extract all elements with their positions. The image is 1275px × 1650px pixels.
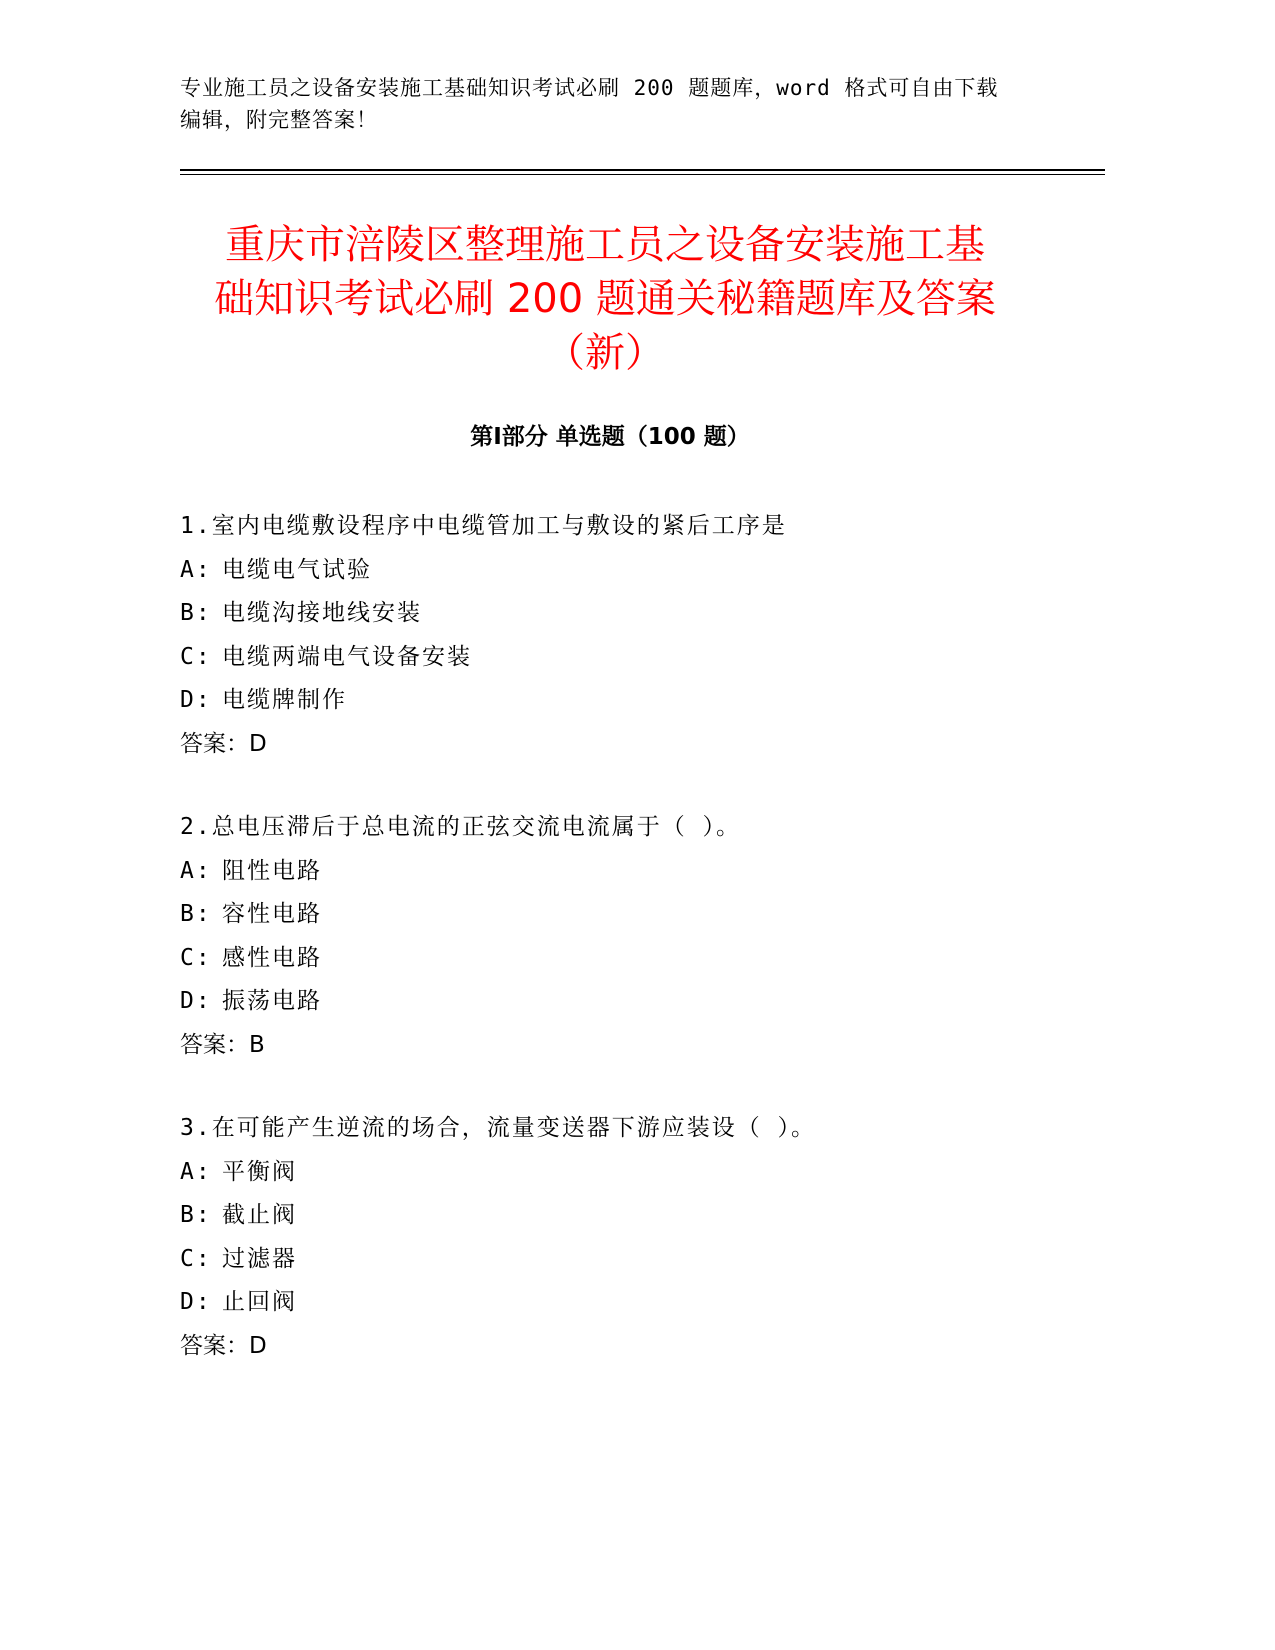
option-a <box>180 850 1080 894</box>
header-note-line-2: 编辑，附完整答案！ <box>180 108 378 132</box>
option-b <box>180 893 1080 937</box>
option-text: 截止阀 <box>222 1202 297 1228</box>
option-b <box>180 592 1080 636</box>
header-note <box>180 72 1090 136</box>
question-list <box>180 505 1080 1408</box>
document-title <box>170 218 1040 380</box>
document-title-line-1: 重庆市涪陵区整理施工员之设备安装施工基 <box>225 222 985 268</box>
option-a <box>180 1151 1080 1195</box>
option-text: 平衡阀 <box>222 1158 297 1185</box>
option-key: A: <box>180 556 212 583</box>
option-c <box>180 1238 1080 1282</box>
header-note-line-1: 专业施工员之设备安装施工基础知识考试必刷 200 题题库，word 格式可自由下载 <box>180 76 999 100</box>
option-c <box>180 636 1080 680</box>
option-d <box>180 980 1080 1024</box>
option-key: B: <box>180 901 212 927</box>
option-key: D: <box>180 988 212 1014</box>
option-c <box>180 937 1080 981</box>
option-d <box>180 679 1080 723</box>
option-a <box>180 549 1080 593</box>
option-text: 振荡电路 <box>222 988 322 1014</box>
option-key: B: <box>180 1202 212 1228</box>
question-item <box>180 806 1080 1067</box>
option-key: C: <box>180 643 212 670</box>
answer-line: 答案：D <box>180 1332 267 1359</box>
option-text: 电缆牌制作 <box>222 687 347 713</box>
question-stem: 3.在可能产生逆流的场合，流量变送器下游应装设（ ）。 <box>180 1115 817 1141</box>
option-d <box>180 1281 1080 1325</box>
option-text: 感性电路 <box>222 944 322 971</box>
answer-line: 答案：D <box>180 730 267 757</box>
question-item <box>180 1107 1080 1368</box>
document-title-line-3: （新） <box>545 330 665 376</box>
option-key: A: <box>180 1158 212 1185</box>
option-key: A: <box>180 857 212 884</box>
option-text: 电缆沟接地线安装 <box>222 600 422 626</box>
answer-line: 答案：B <box>180 1031 265 1058</box>
question-item <box>180 505 1080 766</box>
option-key: D: <box>180 687 212 713</box>
option-text: 电缆两端电气设备安装 <box>222 643 472 670</box>
option-text: 止回阀 <box>222 1289 297 1315</box>
option-text: 容性电路 <box>222 901 322 927</box>
option-b <box>180 1194 1080 1238</box>
section-title: 第Ⅰ部分 单选题（100 题） <box>470 424 750 450</box>
option-text: 过滤器 <box>222 1245 297 1272</box>
option-key: D: <box>180 1289 212 1315</box>
question-stem: 1.室内电缆敷设程序中电缆管加工与敷设的紧后工序是 <box>180 513 787 539</box>
question-stem: 2.总电压滞后于总电流的正弦交流电流属于（ ）。 <box>180 814 742 840</box>
document-title-line-2: 础知识考试必刷 200 题通关秘籍题库及答案 <box>214 276 996 322</box>
option-key: B: <box>180 600 212 626</box>
option-key: C: <box>180 944 212 971</box>
header-divider-thick <box>180 169 1105 171</box>
option-text: 阻性电路 <box>222 857 322 884</box>
header-divider-thin <box>180 174 1105 175</box>
option-text: 电缆电气试验 <box>222 556 372 583</box>
option-key: C: <box>180 1245 212 1272</box>
